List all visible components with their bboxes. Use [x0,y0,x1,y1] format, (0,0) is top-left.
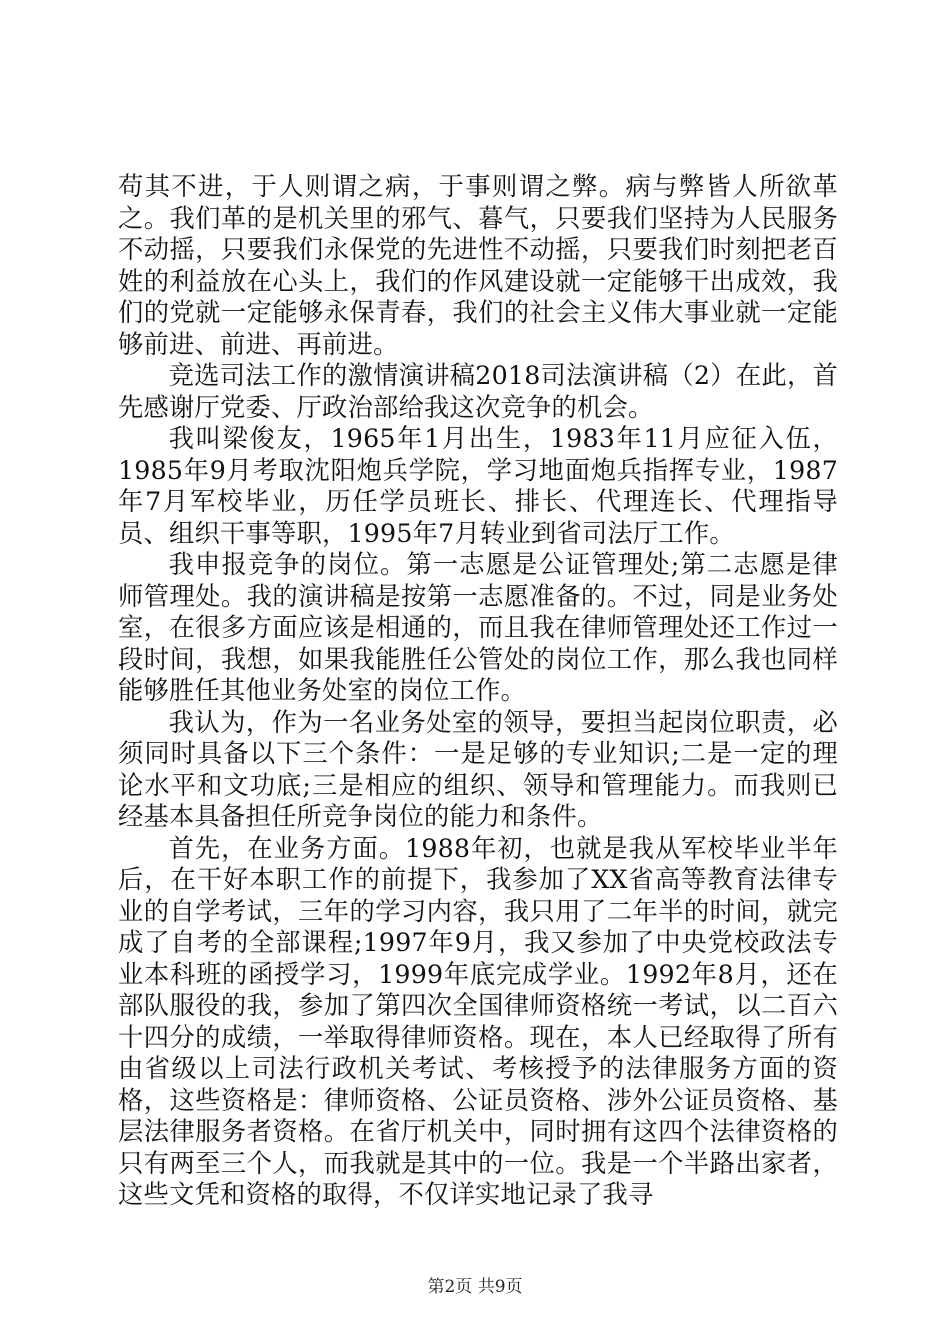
paragraph-5: 我认为，作为一名业务处室的领导，要担当起岗位职责，必须同时具备以下三个条件：一是足够的专业知识;二是一定的理论水平和文功底;三是相应的组织、领导和管理能力。而我则已经基本具备担任所竞争岗位的能力和条件。 [118,707,838,831]
body-text [118,171,838,1211]
paragraph-6: 首先，在业务方面。1988年初，也就是我从军校毕业半年后，在干好本职工作的前提下，我参加了XX省高等教育法律专业的自学考试，三年的学习内容，我只用了二年半的时间，就完成了自考的全部课程;1997年9月，我又参加了中央党校政法专业本科班的函授学习，1999年底完成学业。1992年8月，还在部队服役的我，参加了第四次全国律师资格统一考试，以二百六十四分的成绩，一举取得律师资格。现在，本人已经取得了所有由省级以上司法行政机关考试、考核授予的法律服务方面的资格，这些资格是：律师资格、公证员资格、涉外公证员资格、基层法律服务者资格。在省厅机关中，同时拥有这四个法律资格的只有两至三个人，而我就是其中的一位。我是一个半路出家者，这些文凭和资格的取得，不仅详实地记录了我寻 [118,833,838,1209]
paragraph-3: 我叫梁俊友，1965年1月出生，1983年11月应征入伍，1985年9月考取沈阳炮兵学院，学习地面炮兵指挥专业，1987年7月军校毕业，历任学员班长、排长、代理连长、代理指导员、组织干事等职，1995年7月转业到省司法厅工作。 [118,424,838,548]
paragraph-2: 竞选司法工作的激情演讲稿2018司法演讲稿（2）在此，首先感谢厅党委、厅政治部给我这次竞争的机会。 [118,361,838,422]
paragraph-4: 我申报竞争的岗位。第一志愿是公证管理处;第二志愿是律师管理处。我的演讲稿是按第一志愿准备的。不过，同是业务处室，在很多方面应该是相通的，而且我在律师管理处还工作过一段时间，我想，如果我能胜任公管处的岗位工作，那么我也同样能够胜任其他业务处室的岗位工作。 [118,550,838,705]
paragraph-1: 苟其不进，于人则谓之病，于事则谓之弊。病与弊皆人所欲革之。我们革的是机关里的邪气、暮气，只要我们坚持为人民服务不动摇，只要我们永保党的先进性不动摇，只要我们时刻把老百姓的利益放在心头上，我们的作风建设就一定能够干出成效，我们的党就一定能够永保青春，我们的社会主义伟大事业就一定能够前进、前进、再前进。 [118,172,838,359]
page-footer: 第2页 共9页 [427,1277,523,1297]
